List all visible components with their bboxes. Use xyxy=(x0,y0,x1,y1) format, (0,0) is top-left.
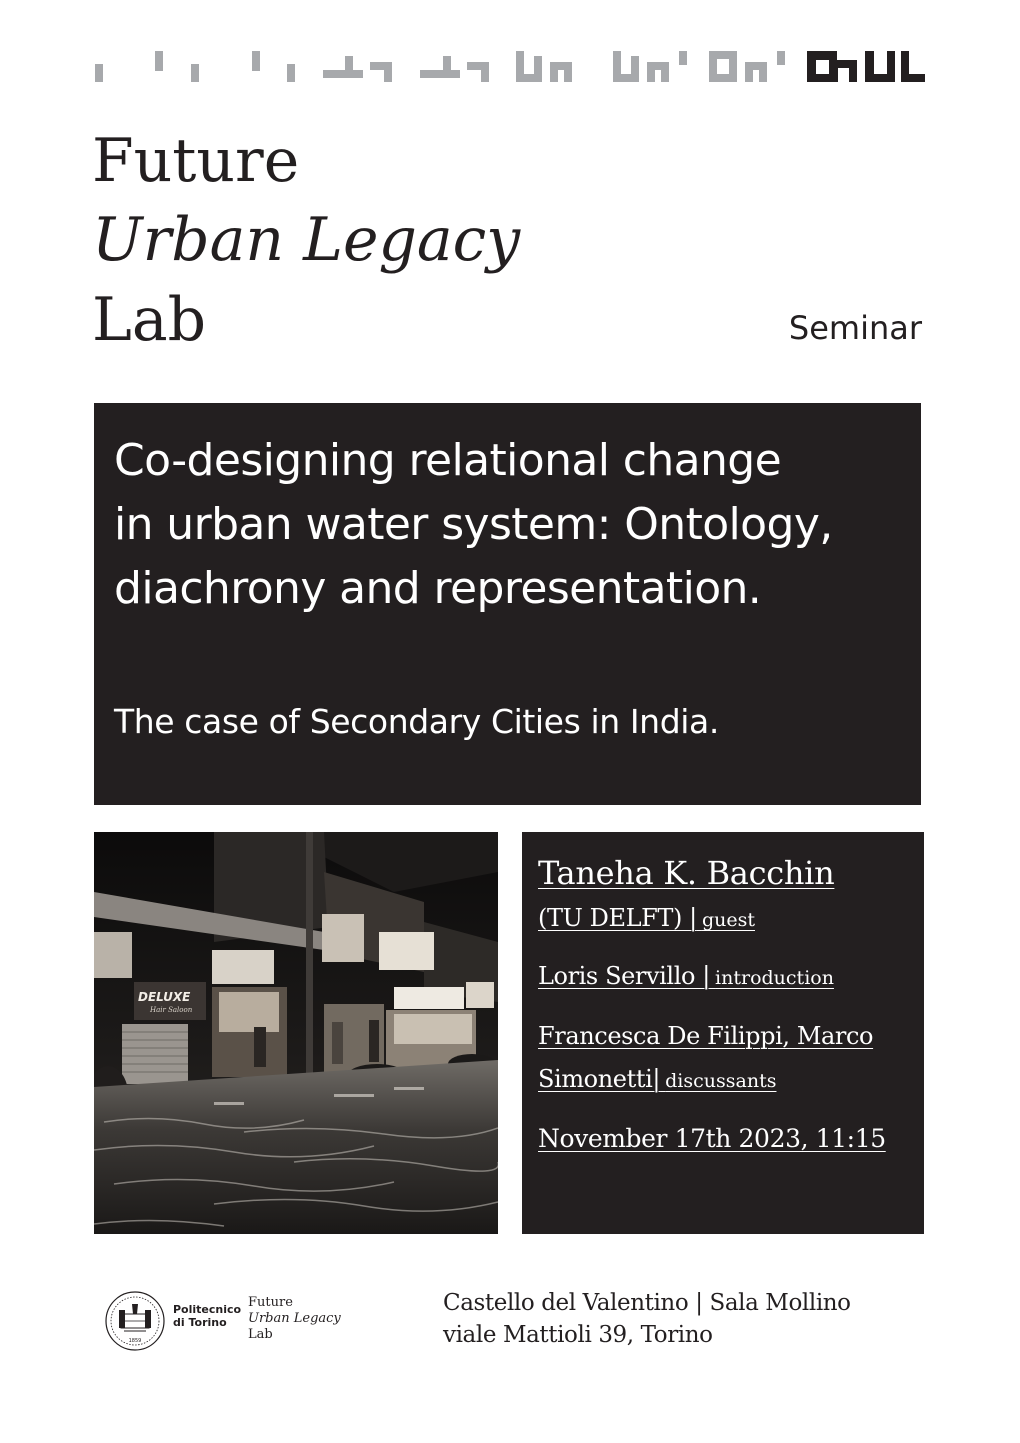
footer-lab-line: Future xyxy=(248,1295,293,1310)
introduction-role: introduction xyxy=(715,967,834,989)
guest-role: guest xyxy=(701,909,755,931)
shop-sign-subtext: Hair Saloon xyxy=(150,1006,193,1014)
event-date-time: November 17th 2023, 11:15 xyxy=(538,1124,886,1153)
speakers-box xyxy=(522,832,924,1234)
introduction-speaker: Loris Servillo | xyxy=(538,962,710,990)
politecnico-seal-logo xyxy=(104,1290,166,1352)
guest-speaker-name: Taneha K. Bacchin xyxy=(538,854,835,892)
flooded-street-photo xyxy=(94,832,498,1234)
seal-year: 1859 xyxy=(128,1338,142,1344)
guest-affiliation-line xyxy=(538,904,755,932)
seminar-title xyxy=(114,429,904,621)
introduction-line xyxy=(538,962,834,990)
title-box xyxy=(94,403,921,805)
seminar-subtitle: The case of Secondary Cities in India. xyxy=(114,702,719,741)
politecnico-name xyxy=(173,1303,241,1329)
full-logo-strip xyxy=(95,48,925,88)
discussants-names-line1: Francesca De Filippi, Marco xyxy=(538,1022,874,1050)
footer-lab-line: Urban Legacy xyxy=(248,1311,341,1326)
seminar-title-line: diachrony and representation. xyxy=(114,563,762,614)
shop-sign-text: DELUXE xyxy=(138,990,191,1004)
politecnico-name-line: di Torino xyxy=(173,1316,227,1329)
guest-affiliation: (TU DELFT) | xyxy=(538,904,697,932)
lab-title-future: Future xyxy=(92,126,300,196)
footer-lab-line: Lab xyxy=(248,1327,273,1342)
flooded-street-illustration xyxy=(94,832,498,1234)
venue-name: Castello del Valentino | Sala Mollino xyxy=(443,1290,851,1316)
seminar-title-line: Co-designing relational change xyxy=(114,435,782,486)
venue-address xyxy=(443,1287,851,1351)
lab-title-lab: Lab xyxy=(92,285,207,355)
footer-lab-logo xyxy=(248,1295,341,1343)
discussants-names-line2: Simonetti| xyxy=(538,1065,661,1093)
event-type-label: Seminar xyxy=(788,309,922,347)
discussants-line2 xyxy=(538,1065,776,1093)
venue-street: viale Mattioli 39, Torino xyxy=(443,1322,713,1348)
seminar-title-line: in urban water system: Ontology, xyxy=(114,499,833,550)
politecnico-name-line: Politecnico xyxy=(173,1303,242,1316)
lab-title-urban-legacy: Urban Legacy xyxy=(92,205,521,275)
discussants-role: discussants xyxy=(665,1070,777,1092)
